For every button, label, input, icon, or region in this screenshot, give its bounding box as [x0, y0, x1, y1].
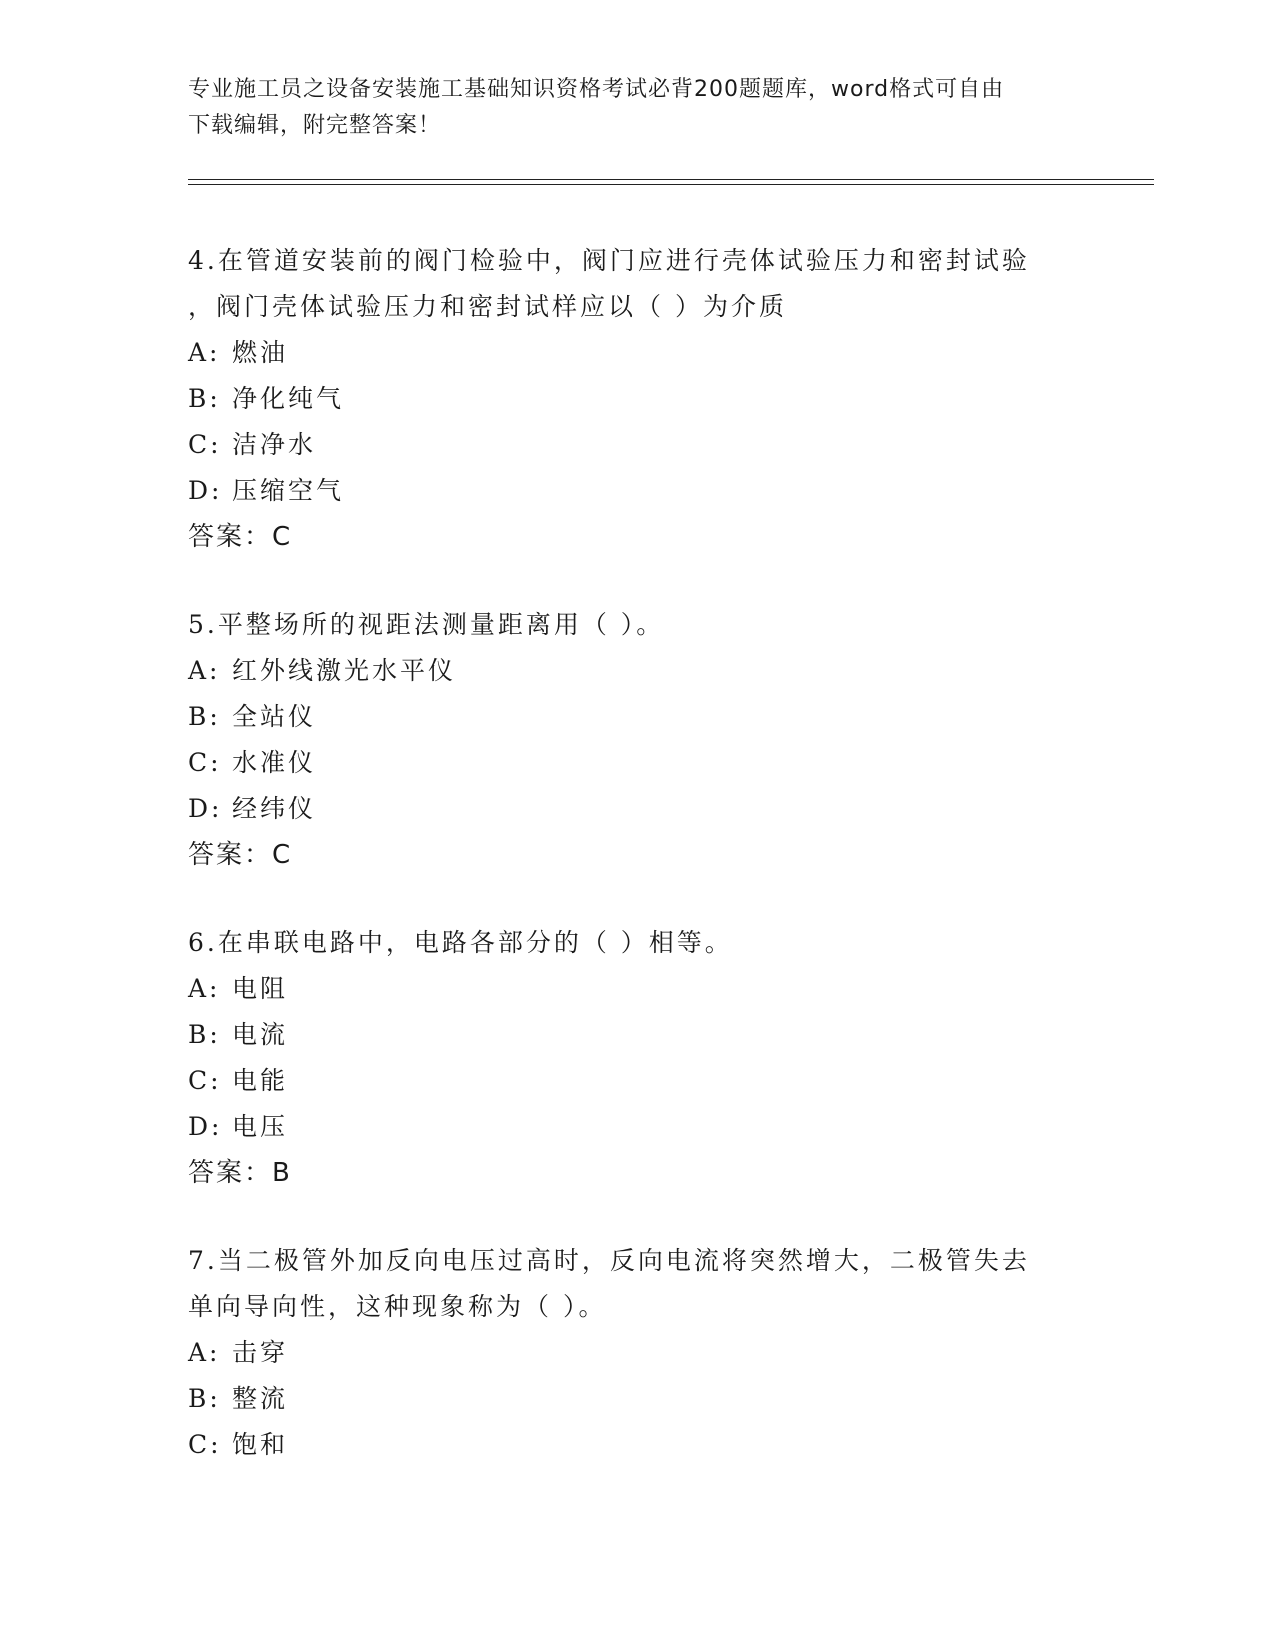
- option-c: [188, 740, 1088, 786]
- option-c: [188, 1058, 1088, 1104]
- option-text: 经纬仪: [232, 794, 317, 823]
- option-key: C:: [188, 748, 222, 777]
- option-a: [188, 1330, 1088, 1376]
- option-text: 击穿: [232, 1338, 289, 1367]
- option-text: 净化纯气: [232, 384, 345, 413]
- option-key: C:: [188, 1066, 222, 1095]
- option-d: [188, 786, 1088, 832]
- answer-line: 答案：B: [188, 1158, 292, 1188]
- option-text: 电能: [232, 1066, 289, 1095]
- option-b: [188, 376, 1088, 422]
- option-text: 整流: [232, 1384, 289, 1413]
- option-key: D:: [188, 794, 223, 823]
- option-text: 饱和: [232, 1430, 289, 1459]
- question-text-line: ，阀门壳体试验压力和密封试样应以（ ）为介质: [188, 292, 787, 321]
- header-line-1: 专业施工员之设备安装施工基础知识资格考试必背200题题库，word格式可自由: [188, 77, 1005, 102]
- question-text-line: 单向导向性，这种现象称为（ ）。: [188, 1292, 607, 1321]
- option-c: [188, 422, 1088, 468]
- question-text-line: 7.当二极管外加反向电压过高时，反向电流将突然增大，二极管失去: [188, 1246, 1030, 1275]
- option-key: A:: [188, 656, 221, 685]
- option-text: 全站仪: [232, 702, 317, 731]
- option-d: [188, 468, 1088, 514]
- question-text-line: 4.在管道安装前的阀门检验中，阀门应进行壳体试验压力和密封试验: [188, 246, 1030, 275]
- option-b: [188, 1012, 1088, 1058]
- question-5: [188, 602, 1088, 878]
- header-rule-bottom: [188, 184, 1154, 185]
- option-key: B:: [188, 384, 221, 413]
- option-text: 红外线激光水平仪: [232, 656, 457, 685]
- option-text: 电压: [232, 1112, 289, 1141]
- option-c: [188, 1422, 1088, 1468]
- option-key: C:: [188, 430, 222, 459]
- option-a: [188, 330, 1088, 376]
- answer-line: 答案：C: [188, 840, 293, 870]
- option-d: [188, 1104, 1088, 1150]
- option-text: 洁净水: [232, 430, 317, 459]
- option-text: 燃油: [232, 338, 289, 367]
- option-key: A:: [188, 338, 221, 367]
- option-a: [188, 648, 1088, 694]
- question-text-line: 6.在串联电路中，电路各部分的（ ）相等。: [188, 928, 733, 957]
- header-line-2: 下载编辑，附完整答案！: [188, 113, 442, 138]
- option-b: [188, 1376, 1088, 1422]
- option-key: C:: [188, 1430, 222, 1459]
- question-6: [188, 920, 1088, 1196]
- option-text: 电阻: [232, 974, 289, 1003]
- option-key: D:: [188, 1112, 223, 1141]
- option-key: B:: [188, 702, 221, 731]
- document-header: [188, 72, 1088, 144]
- option-key: B:: [188, 1020, 221, 1049]
- question-7: [188, 1238, 1088, 1468]
- option-key: B:: [188, 1384, 221, 1413]
- option-text: 水准仪: [232, 748, 317, 777]
- question-text-line: 5.平整场所的视距法测量距离用（ ）。: [188, 610, 665, 639]
- question-list: [188, 238, 1088, 1510]
- option-text: 压缩空气: [232, 476, 345, 505]
- header-rule-top: [188, 179, 1154, 180]
- option-b: [188, 694, 1088, 740]
- option-text: 电流: [232, 1020, 289, 1049]
- option-key: A:: [188, 974, 221, 1003]
- question-4: [188, 238, 1088, 560]
- option-key: A:: [188, 1338, 221, 1367]
- answer-line: 答案：C: [188, 522, 293, 552]
- option-key: D:: [188, 476, 223, 505]
- option-a: [188, 966, 1088, 1012]
